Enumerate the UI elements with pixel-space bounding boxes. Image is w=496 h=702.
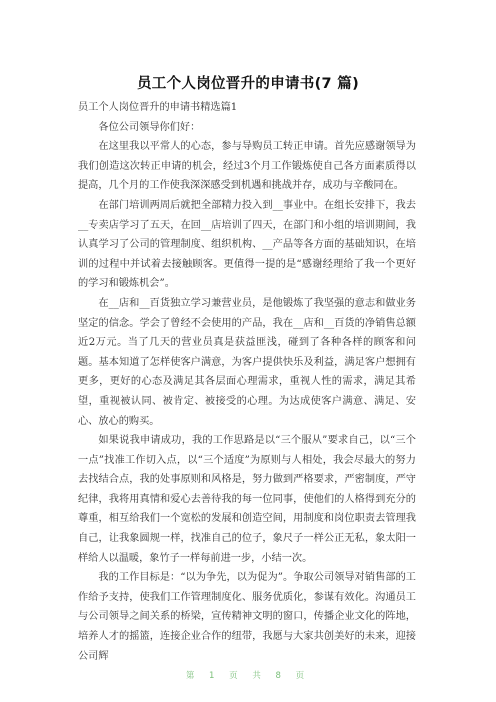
paragraph-3: 在__店和__百货独立学习兼营业员，是他锻炼了我坚强的意志和做业务坚定的信念。学会了曾经不会使用的产品，我在__店和__百货的净销售总额近2万元。当了几天的营业员真是获益匪浅，碰到了各种各样的顾客和问题。基本知道了怎样使客户满意，为客户提供快乐及利益，满足客户想拥有更多，更好的心态及满足其各层面心理需求，重视人性的需求，满足其希望，重视被认同、被肯定、被接受的心理。为达成使客户满意、满足、安心、放心的购买。 xyxy=(78,297,416,427)
paragraph-2: 在部门培训两周后就把全部精力投入到__事业中。在组长安排下，我去__专卖店学习了五天，在回__店培训了四天，在部门和小组的培训期间，我认真学习了公司的管理制度、组织机构、__产品等各方面的基础知识，在培训的过程中并试着去接触顾客。更值得一提的是“感谢经理给了我一个更好的学习和锻炼机会”。 xyxy=(78,199,416,290)
document-title: 员工个人岗位晋升的申请书(7 篇) xyxy=(137,76,359,92)
document-body xyxy=(78,98,416,666)
page-footer: 第 1 页 共 8 页 xyxy=(185,671,311,681)
paragraph-4: 如果说我申请成功，我的工作思路是以“三个服从”要求自己，以“三个一点”找准工作切入点，以“三个适度”为原则与人相处，我会尽最大的努力去找结合点，我的处事原则和风格是，努力做到严格要求，严密制度，严守纪律，我将用真情和爱心去善待我的每一位同事，使他们的人格得到充分的尊重，相互给我们一个宽松的发展和创造空间，用制度和岗位职责去管理我自己，让我象圆规一样，找准自己的位子，象尺子一样公正无私，象太阳一样给人以温暖，象竹子一样每前进一步，小结一次。 xyxy=(78,435,416,564)
paragraph-1: 在这里我以平常人的心态，参与导购员工转正申请。首先应感谢领导为我们创造这次转正申请的机会，经过3个月工作锻炼使自己各方面素质得以提高，几个月的工作使我深深感受到机遇和挑战并存，成功与辛酸同在。 xyxy=(78,141,416,192)
document-subtitle: 员工个人岗位晋升的申请书精选篇1 xyxy=(78,102,238,113)
paragraph-5: 我的工作目标是：“以为争先，以为促为”。争取公司领导对销售部的工作给予支持，使我们工作管理制度化、服务优质化，参谋有效化。沟通员工与公司领导之间关系的桥梁，宣传精神文明的窗口，传播企业文化的阵地，培养人才的摇篮，连接企业合作的纽带，我愿与大家共创美好的未来，迎接公司辉 xyxy=(78,572,416,662)
salutation: 各位公司领导你们好： xyxy=(98,121,201,133)
